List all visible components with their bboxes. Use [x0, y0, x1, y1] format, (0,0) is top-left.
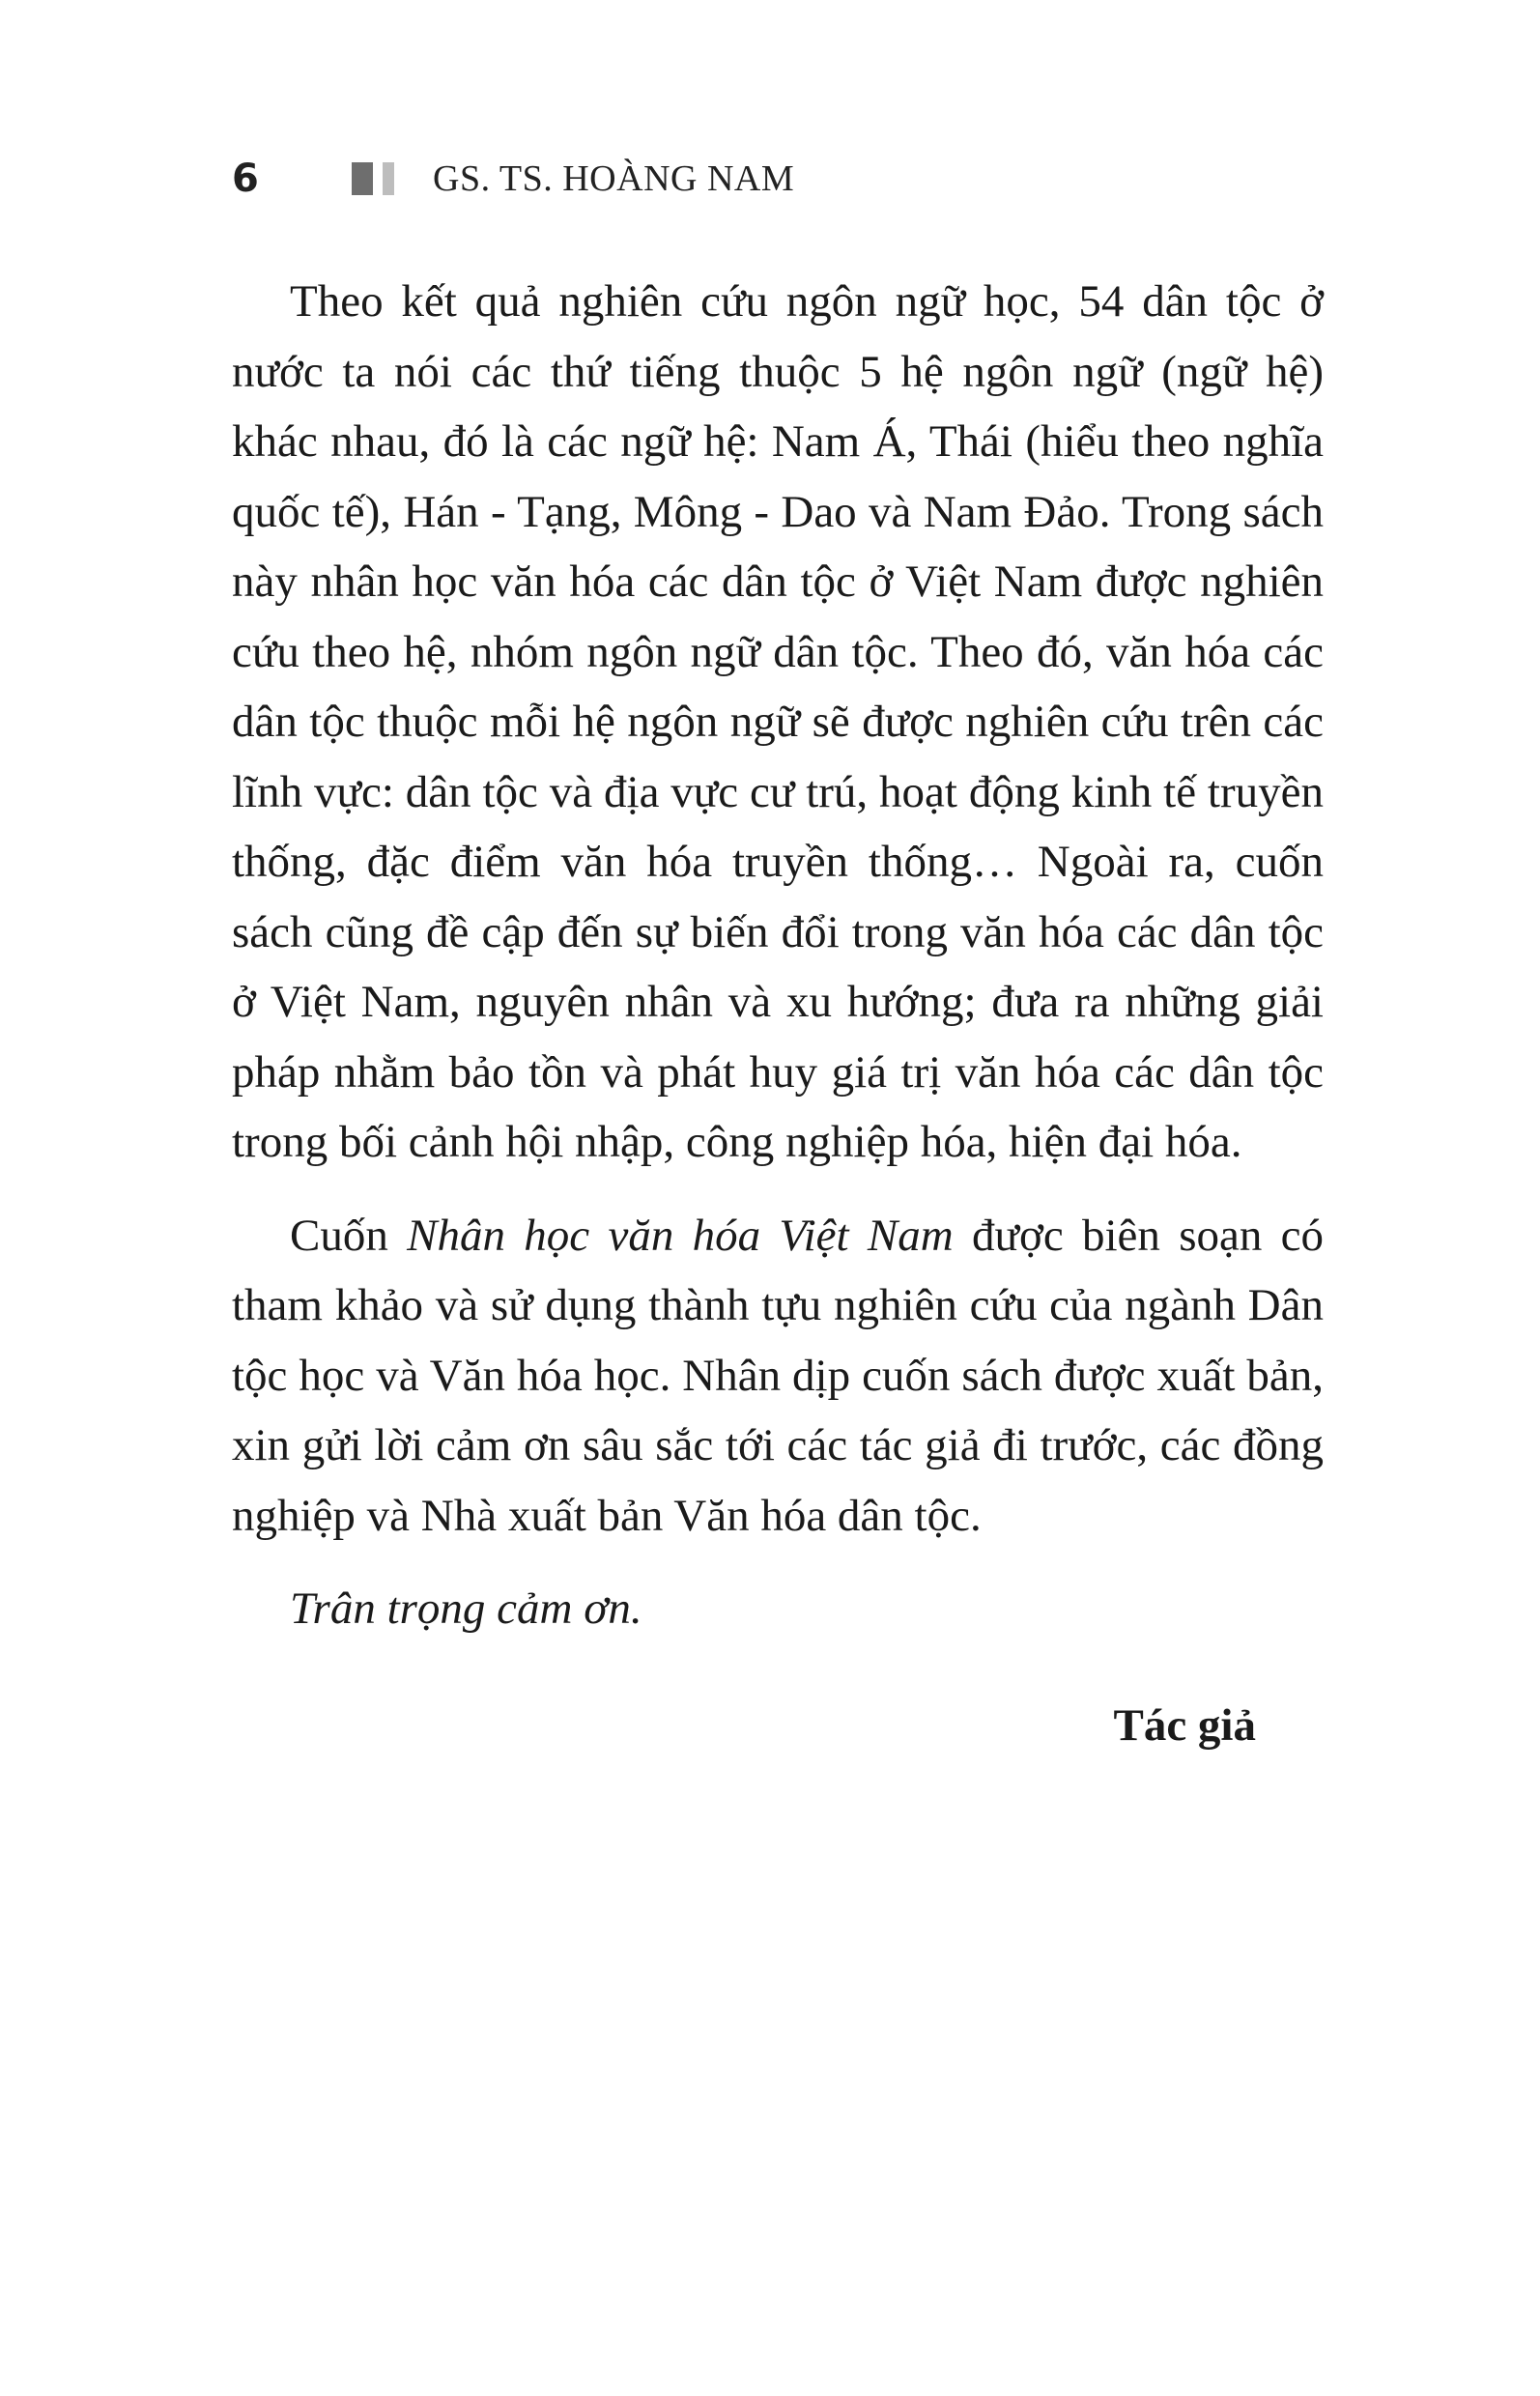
header-bar-marker-icon	[352, 162, 394, 195]
paragraph-2-lead: Cuốn	[290, 1210, 408, 1261]
signature: Tác giả	[1113, 1699, 1256, 1751]
book-title: Nhân học văn hóa Việt Nam	[407, 1210, 954, 1261]
page-body	[232, 267, 1324, 1760]
page-number: 6	[232, 157, 259, 201]
header-marker-dark	[352, 162, 373, 195]
running-header	[232, 155, 794, 203]
body-paragraph-2	[232, 1201, 1324, 1552]
header-author: GS. TS. HOÀNG NAM	[433, 158, 795, 199]
header-marker-light	[383, 162, 394, 195]
closing-line: Trân trọng cảm ơn.	[290, 1583, 642, 1634]
body-paragraph-1: Theo kết quả nghiên cứu ngôn ngữ học, 54 dân tộc ở nước ta nói các thứ tiếng thuộc 5 hệ ngôn ngữ (ngữ hệ) khác nhau, đó là các ngữ hệ: Nam Á, Thái (hiểu theo nghĩa quốc tế), Hán - Tạng, Mông - Dao và Nam Đảo. Trong sách này nhân học văn hóa các dân tộc ở Việt Nam được nghiên cứu theo hệ, nhóm ngôn ngữ dân tộc. Theo đó, văn hóa các dân tộc thuộc mỗi hệ ngôn ngữ sẽ được nghiên cứu trên các lĩnh vực: dân tộc và địa vực cư trú, hoạt động kinh tế truyền thống, đặc điểm văn hóa truyền thống… Ngoài ra, cuốn sách cũng đề cập đến sự biến đổi trong văn hóa các dân tộc ở Việt Nam, nguyên nhân và xu hướng; đưa ra những giải pháp nhằm bảo tồn và phát huy giá trị văn hóa các dân tộc trong bối cảnh hội nhập, công nghiệp hóa, hiện đại hóa.	[232, 276, 1324, 1167]
paragraph-2-rest: được biên soạn có tham khảo và sử dụng thành tựu nghiên cứu của ngành Dân tộc học và Văn hóa học. Nhân dịp cuốn sách được xuất bản, xin gửi lời cảm ơn sâu sắc tới các tác giả đi trước, các đồng nghiệp và Nhà xuất bản Văn hóa dân tộc.	[232, 1210, 1325, 1541]
